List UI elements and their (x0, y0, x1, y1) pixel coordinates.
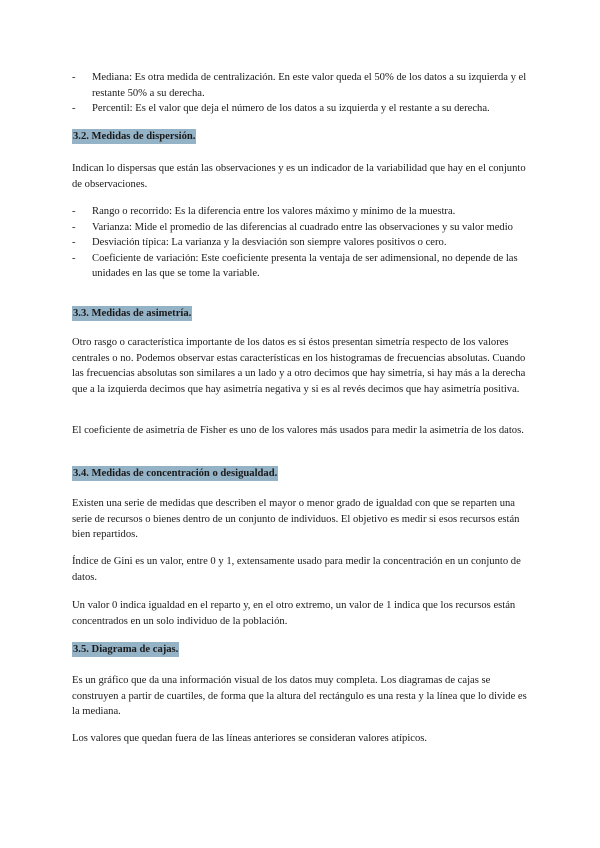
list-item: - Desviación típica: La varianza y la desviación son siempre valores positivos o cero. (72, 237, 447, 248)
list-item: - Percentil: Es el valor que deja el número de los datos a su izquierda y el restante a su derecha. (72, 103, 490, 114)
paragraph: Es un gráfico que da una información visual de los datos muy completa. Los diagramas de cajas se construyen a partir de cuartiles, de forma que la altura del rectángulo es una resta y la línea que lo divide es la mediana. (72, 675, 527, 717)
top-bullet-list (72, 70, 542, 117)
list-item: - Mediana: Es otra medida de centralización. En este valor queda el 50% de los datos a su izquierda y el restante 50% a su derecha. (72, 72, 527, 99)
paragraph: Índice de Gini es un valor, entre 0 y 1, extensamente usado para medir la concentración en un conjunto de datos. (72, 556, 521, 583)
section-heading-boxplot: 3.5. Diagrama de cajas. (73, 644, 179, 655)
section-heading-concentration: 3.4. Medidas de concentración o desigualdad. (73, 468, 278, 479)
paragraph: Otro rasgo o característica importante de los datos es si éstos presentan simetría respecto de los valores centrales o no. Podemos observar estas características en los histogramas de frecuencias absolutas. Cuando las frecuencias absolutas son similares a un lado y a otro decimos que hay simetría, si hay más a la derecha que a la izquierda decimos que hay asimetría negativa y si es al revés decimos que hay asimetría positiva. (72, 337, 526, 395)
dispersion-bullet-list (72, 204, 542, 282)
paragraph: Un valor 0 indica igualdad en el reparto y, en el otro extremo, un valor de 1 indica que los recursos están concentrados en un solo individuo de la población. (72, 600, 516, 627)
list-item: - Rango o recorrido: Es la diferencia entre los valores máximo y mínimo de la muestra. (72, 206, 456, 217)
list-item: - Coeficiente de variación: Este coeficiente presenta la ventaja de ser adimensional, no depende de las unidades en las que se tome la variable. (72, 252, 518, 279)
paragraph: Existen una serie de medidas que describen el mayor o menor grado de igualdad con que se reparten una serie de recursos o bienes dentro de un conjunto de individuos. El objetivo es medir si esos recursos están bien repartidos. (72, 498, 520, 540)
section-heading-asymmetry: 3.3. Medidas de asimetría. (73, 308, 192, 319)
list-item: - Varianza: Mide el promedio de las diferencias al cuadrado entre las observaciones y su valor medio (72, 221, 513, 233)
paragraph: Indican lo dispersas que están las observaciones y es un indicador de la variabilidad que hay en el conjunto de observaciones. (72, 163, 526, 190)
section-heading-dispersion: 3.2. Medidas de dispersión. (73, 131, 196, 142)
paragraph: Los valores que quedan fuera de las líneas anteriores se consideran valores atípicos. (72, 733, 428, 744)
paragraph: El coeficiente de asimetría de Fisher es uno de los valores más usados para medir la asimetría de los datos. (72, 425, 524, 436)
